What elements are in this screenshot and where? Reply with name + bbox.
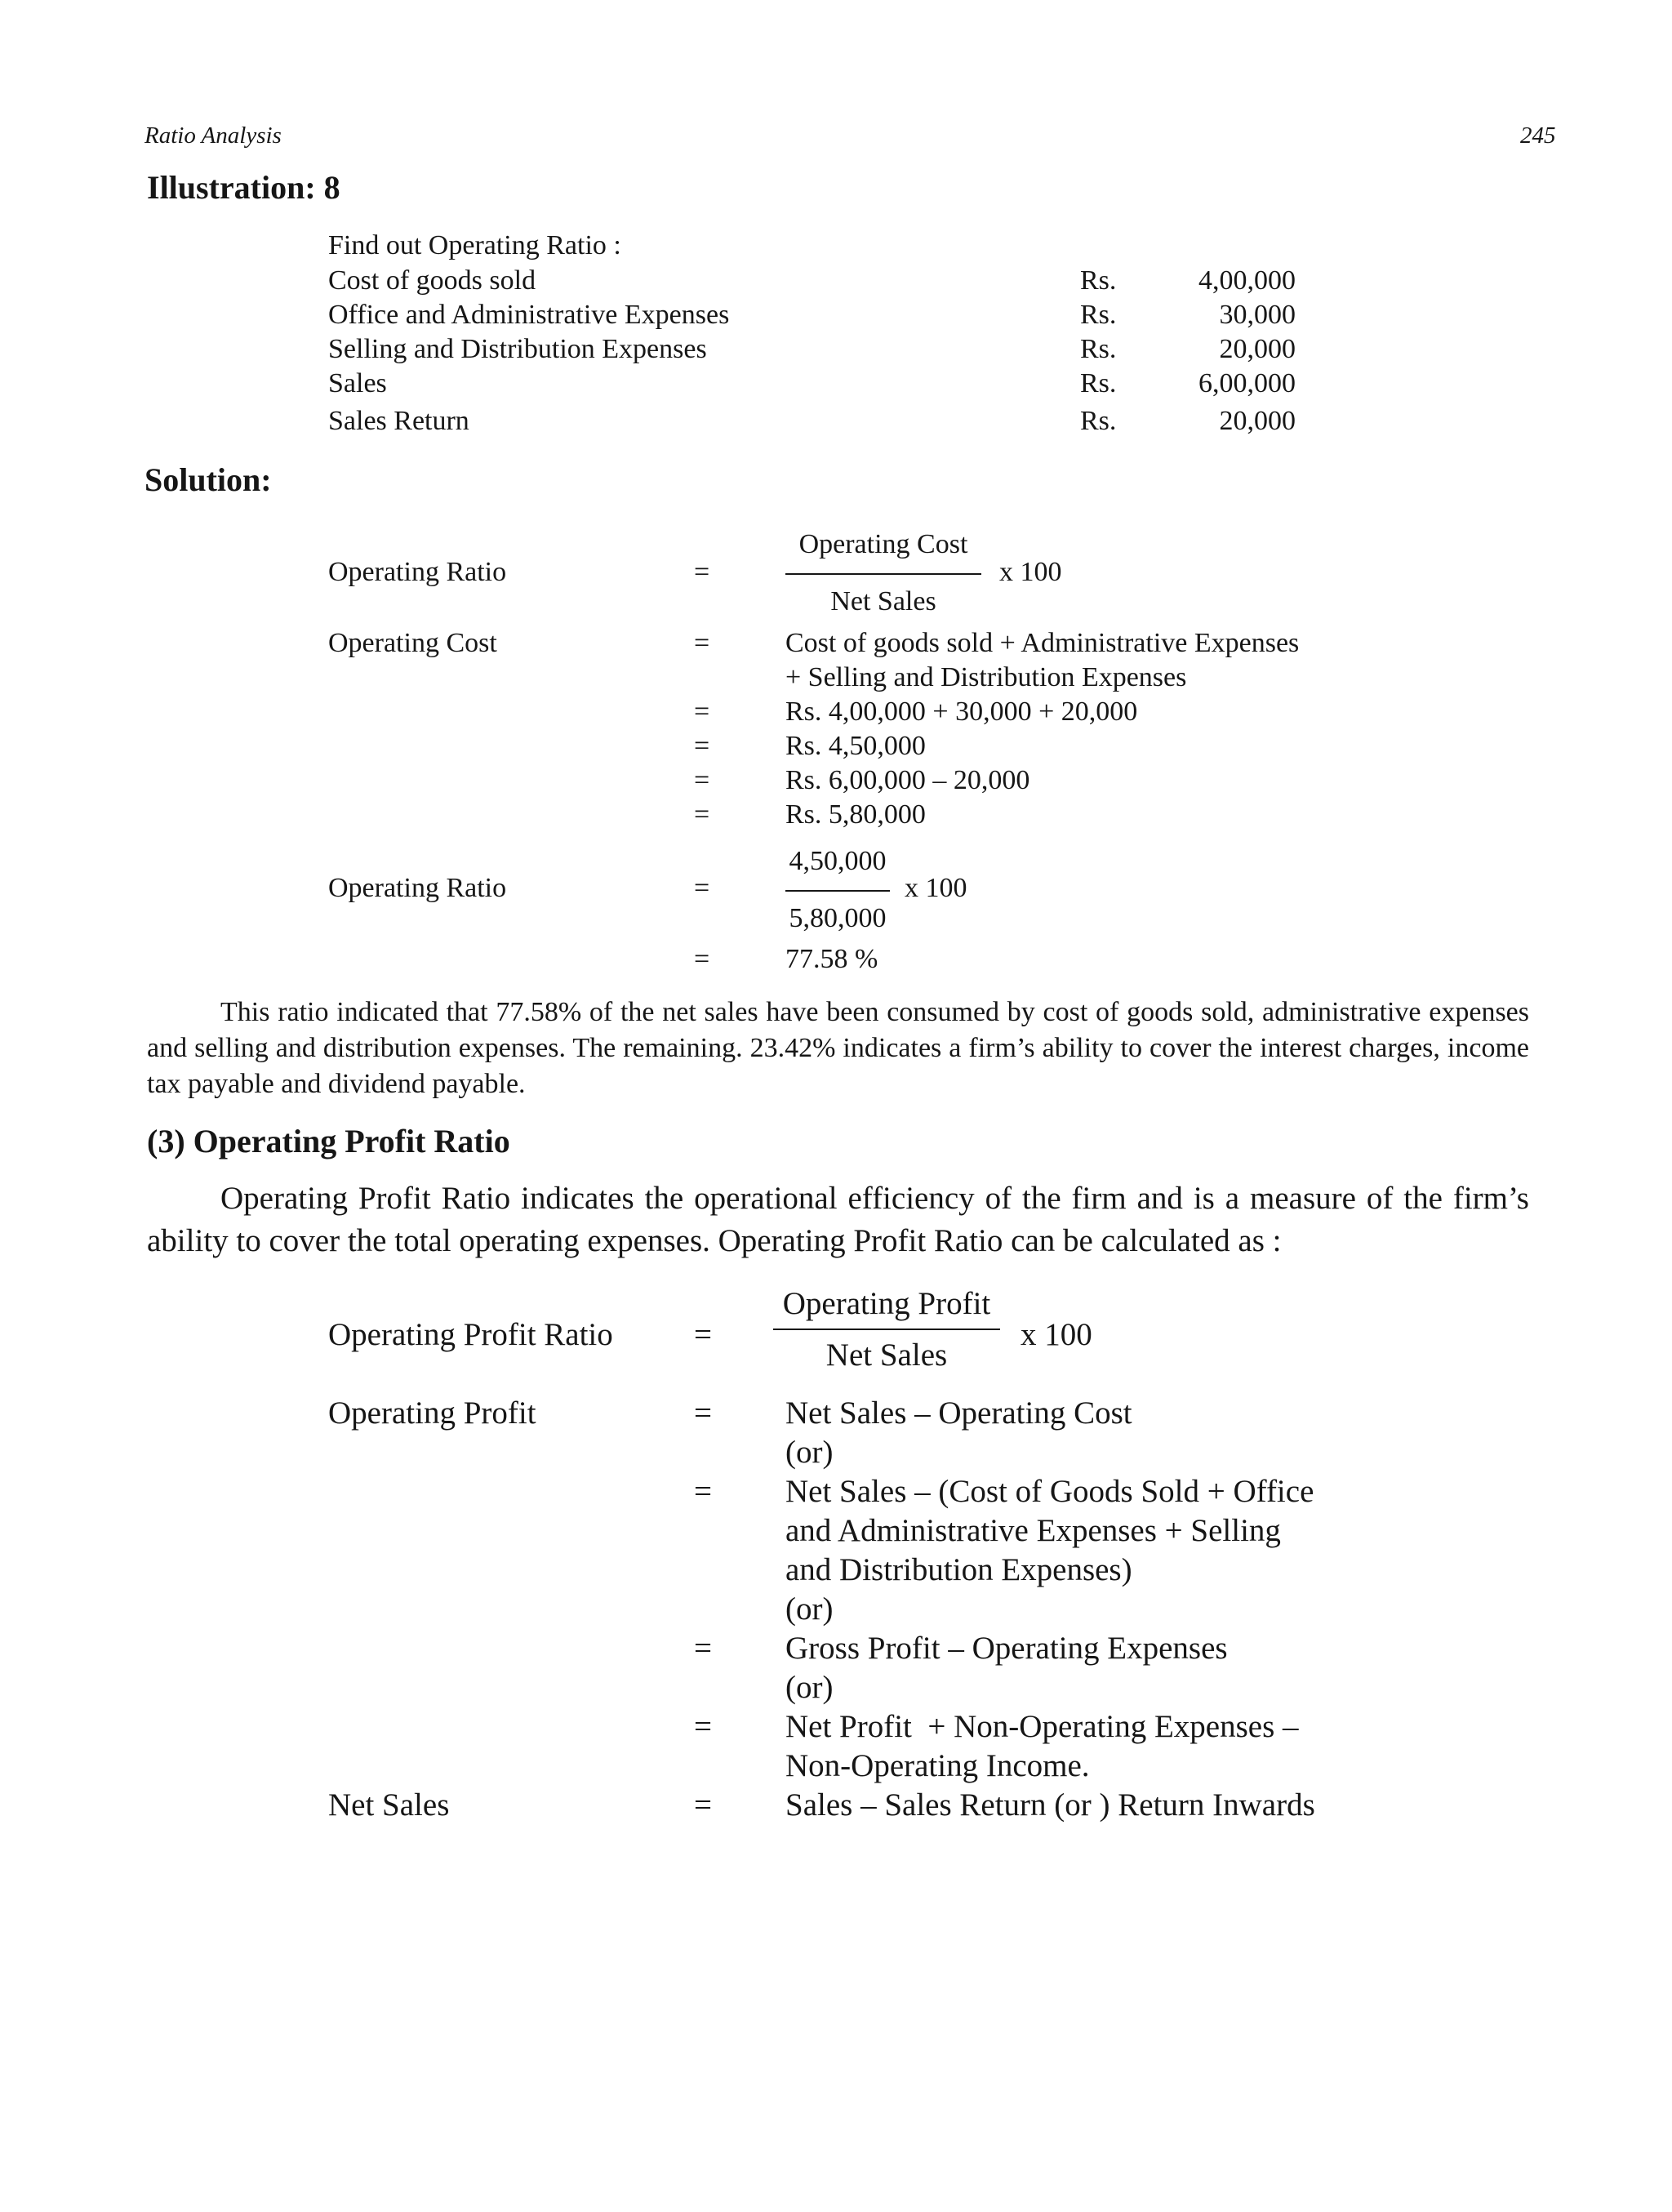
multiplier: x 100 (905, 873, 967, 903)
amount-value: 6,00,000 (1198, 368, 1296, 398)
net-sales-label: Net Sales (328, 1787, 450, 1823)
given-item-amount (1080, 334, 1296, 365)
equals-sign: = (694, 731, 710, 761)
or-label: (or) (785, 1670, 834, 1705)
currency-label: Rs. (1080, 406, 1117, 436)
fraction-numerator: 4,50,000 (789, 846, 887, 876)
currency-label: Rs. (1080, 265, 1117, 296)
or-label: (or) (785, 1435, 834, 1470)
definition-line: Net Profit + Non-Operating Expenses – (785, 1709, 1299, 1744)
fraction-bar (773, 1329, 1000, 1330)
operating-ratio-label: Operating Ratio (328, 873, 507, 903)
fraction-bar (785, 573, 981, 575)
definition-line: and Administrative Expenses + Selling (785, 1513, 1281, 1548)
definition-line: Net Sales – Operating Cost (785, 1395, 1132, 1431)
equals-sign: = (694, 765, 710, 795)
equals-sign: = (694, 557, 710, 587)
definition-line: Net Sales – (Cost of Goods Sold + Office (785, 1474, 1314, 1509)
given-item-label: Office and Administrative Expenses (328, 300, 730, 330)
amount-value: 20,000 (1219, 334, 1296, 364)
given-item-amount (1080, 368, 1296, 399)
working-line: + Selling and Distribution Expenses (785, 662, 1187, 692)
currency-label: Rs. (1080, 300, 1117, 330)
working-line: Rs. 5,80,000 (785, 799, 926, 830)
given-item-amount (1080, 265, 1296, 296)
given-item-label: Sales Return (328, 406, 469, 436)
illustration-intro: Find out Operating Ratio : (328, 230, 621, 260)
multiplier: x 100 (1021, 1317, 1092, 1352)
operating-profit-ratio-label: Operating Profit Ratio (328, 1317, 613, 1352)
given-item-amount (1080, 406, 1296, 437)
equals-sign: = (694, 1395, 712, 1431)
working-line: Rs. 4,00,000 + 30,000 + 20,000 (785, 697, 1138, 727)
operating-cost-label: Operating Cost (328, 628, 497, 658)
or-label: (or) (785, 1591, 834, 1627)
given-item-amount (1080, 300, 1296, 331)
given-item-label: Sales (328, 368, 387, 398)
amount-value: 20,000 (1219, 406, 1296, 436)
fraction-numerator: Operating Profit (782, 1286, 991, 1321)
fraction-numerator: Operating Cost (798, 529, 968, 559)
working-line: Rs. 6,00,000 – 20,000 (785, 765, 1030, 795)
fraction-bar (785, 890, 890, 892)
illustration-heading: Illustration: 8 (147, 169, 340, 206)
equals-sign: = (694, 1709, 712, 1744)
definition-line: Non-Operating Income. (785, 1748, 1090, 1783)
equals-sign: = (694, 1317, 712, 1352)
operating-profit-fraction (773, 1285, 1000, 1373)
equals-sign: = (694, 628, 710, 658)
solution-heading: Solution: (145, 461, 272, 498)
amount-value: 30,000 (1219, 300, 1296, 330)
equals-sign: = (694, 944, 710, 974)
equals-sign: = (694, 1787, 712, 1823)
equals-sign: = (694, 1631, 712, 1666)
definition-line: Gross Profit – Operating Expenses (785, 1631, 1228, 1666)
operating-ratio-label: Operating Ratio (328, 557, 507, 587)
explanation-paragraph: This ratio indicated that 77.58% of the net sales have been consumed by cost of goods sold, administrative expenses and selling and distribution expenses. The remaining. 23.42% indicates a firm’s ability to cover the interest charges, income tax payable and dividend payable. (147, 997, 1529, 1099)
equals-sign: = (694, 1474, 712, 1509)
amount-value: 4,00,000 (1198, 265, 1296, 296)
working-line: Rs. 4,50,000 (785, 731, 926, 761)
currency-label: Rs. (1080, 334, 1117, 364)
given-item-label: Selling and Distribution Expenses (328, 334, 707, 364)
section-paragraph: Operating Profit Ratio indicates the operational efficiency of the firm and is a measure of the firm’s ability to cover the total operating expenses. Operating Profit Ratio can be calculated as : (147, 1181, 1529, 1258)
working-line: Cost of goods sold + Administrative Expenses (785, 628, 1300, 658)
equals-sign: = (694, 697, 710, 727)
fraction-denominator: Net Sales (830, 586, 936, 616)
currency-label: Rs. (1080, 368, 1117, 398)
running-title: Ratio Analysis (145, 122, 282, 149)
result-value: 77.58 % (785, 944, 878, 974)
net-sales-definition: Sales – Sales Return (or ) Return Inwards (785, 1787, 1315, 1823)
definition-line: and Distribution Expenses) (785, 1552, 1132, 1587)
equals-sign: = (694, 799, 710, 830)
multiplier: x 100 (999, 557, 1062, 587)
section-heading: (3) Operating Profit Ratio (147, 1123, 510, 1159)
fraction-denominator: Net Sales (825, 1337, 948, 1373)
operating-profit-label: Operating Profit (328, 1395, 536, 1431)
result-fraction (785, 846, 890, 934)
fraction-denominator: 5,80,000 (789, 903, 887, 933)
page-number: 245 (1520, 122, 1556, 149)
given-item-label: Cost of goods sold (328, 265, 536, 296)
operating-ratio-fraction (785, 529, 981, 617)
equals-sign: = (694, 873, 710, 903)
